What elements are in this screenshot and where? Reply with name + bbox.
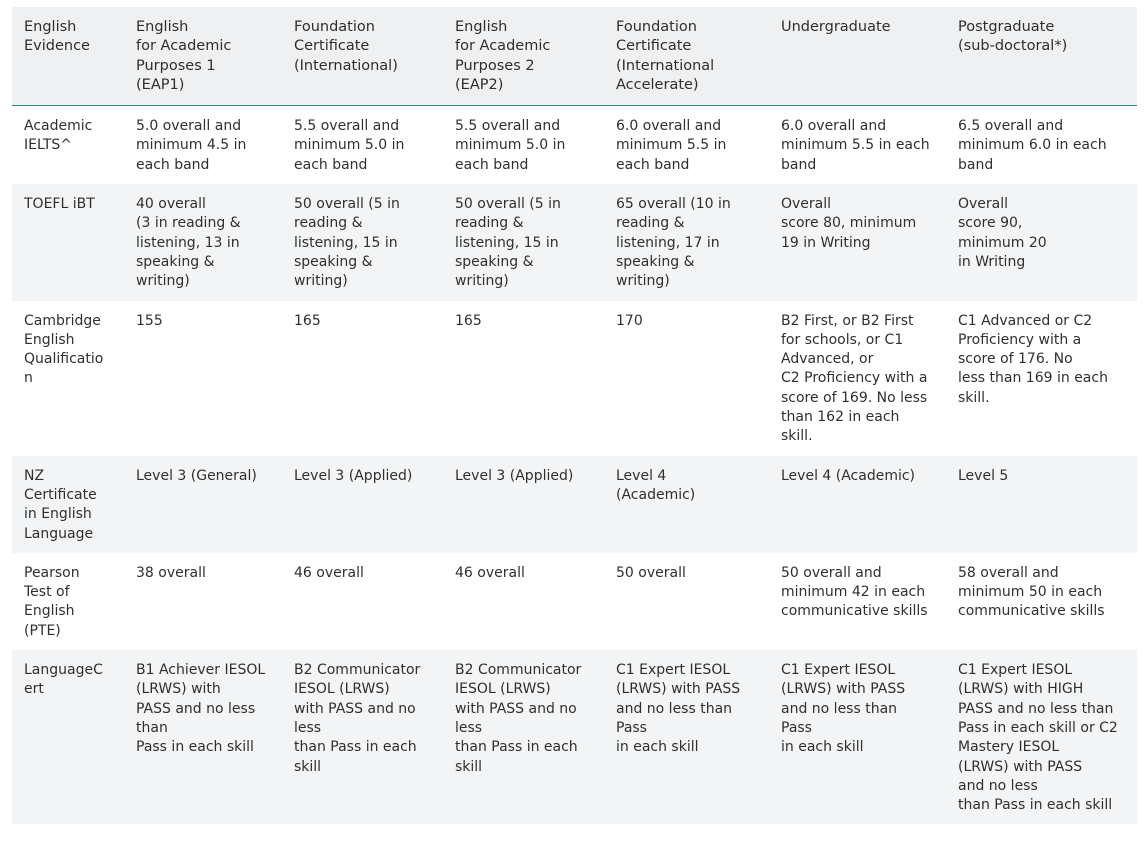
row-label-cell: TOEFL iBT (12, 184, 124, 300)
table-cell: Overall score 80, minimum 19 in Writing (769, 184, 946, 300)
table-cell: Level 4 (Academic) (604, 456, 769, 553)
table-row-nz-certificate (12, 456, 1137, 553)
requirements-table-container (12, 7, 1137, 824)
table-cell: 46 overall (443, 553, 604, 650)
row-label-cell: Pearson Test of English (PTE) (12, 553, 124, 650)
table-cell: 50 overall (5 in reading & listening, 15 in speaking & writing) (443, 184, 604, 300)
table-cell: 6.0 overall and minimum 5.5 in each band (769, 106, 946, 184)
table-row-toefl (12, 184, 1137, 300)
table-row-ielts (12, 106, 1137, 184)
header-row (12, 7, 1137, 106)
table-cell: C1 Expert IESOL (LRWS) with HIGH PASS and no less than Pass in each skill or C2 Mastery IESOL (LRWS) with PASS and no less than Pass in each skill (946, 650, 1137, 824)
table-cell: B2 Communicator IESOL (LRWS) with PASS and no less than Pass in each skill (282, 650, 443, 824)
table-cell: 170 (604, 301, 769, 456)
header-eap2: English for Academic Purposes 2 (EAP2) (443, 7, 604, 106)
table-cell: 6.5 overall and minimum 6.0 in each band (946, 106, 1137, 184)
table-cell: 155 (124, 301, 282, 456)
table-cell: 50 overall (604, 553, 769, 650)
table-cell: 165 (443, 301, 604, 456)
table-cell: 40 overall (3 in reading & listening, 13 in speaking & writing) (124, 184, 282, 300)
table-cell: B1 Achiever IESOL (LRWS) with PASS and no less than Pass in each skill (124, 650, 282, 824)
table-cell: 65 overall (10 in reading & listening, 17 in speaking & writing) (604, 184, 769, 300)
table-cell: 46 overall (282, 553, 443, 650)
table-cell: 38 overall (124, 553, 282, 650)
table-row-pte (12, 553, 1137, 650)
header-postgraduate: Postgraduate (sub-doctoral*) (946, 7, 1137, 106)
table-cell: Level 3 (Applied) (443, 456, 604, 553)
table-cell: 5.0 overall and minimum 4.5 in each band (124, 106, 282, 184)
row-label-cell: LanguageC ert (12, 650, 124, 824)
english-requirements-table (12, 7, 1137, 824)
table-body (12, 106, 1137, 825)
row-label-cell: Cambridge English Qualificatio n (12, 301, 124, 456)
table-cell: Level 3 (General) (124, 456, 282, 553)
table-cell: B2 Communicator IESOL (LRWS) with PASS and no less than Pass in each skill (443, 650, 604, 824)
header-foundation-accelerate: Foundation Certificate (International Accelerate) (604, 7, 769, 106)
header-eap1: English for Academic Purposes 1 (EAP1) (124, 7, 282, 106)
table-cell: C1 Advanced or C2 Proficiency with a score of 176. No less than 169 in each skill. (946, 301, 1137, 456)
table-header (12, 7, 1137, 106)
table-cell: 6.0 overall and minimum 5.5 in each band (604, 106, 769, 184)
table-cell: 50 overall and minimum 42 in each communicative skills (769, 553, 946, 650)
table-row-cambridge (12, 301, 1137, 456)
table-row-languagecert (12, 650, 1137, 824)
table-cell: B2 First, or B2 First for schools, or C1 Advanced, or C2 Proficiency with a score of 169. No less than 162 in each skill. (769, 301, 946, 456)
table-cell: Level 5 (946, 456, 1137, 553)
table-cell: 5.5 overall and minimum 5.0 in each band (282, 106, 443, 184)
table-cell: Level 4 (Academic) (769, 456, 946, 553)
header-foundation-international: Foundation Certificate (International) (282, 7, 443, 106)
table-cell: 58 overall and minimum 50 in each communicative skills (946, 553, 1137, 650)
header-english-evidence: English Evidence (12, 7, 124, 106)
header-undergraduate: Undergraduate (769, 7, 946, 106)
table-cell: 165 (282, 301, 443, 456)
table-cell: 5.5 overall and minimum 5.0 in each band (443, 106, 604, 184)
table-cell: Level 3 (Applied) (282, 456, 443, 553)
row-label-cell: NZ Certificate in English Language (12, 456, 124, 553)
table-cell: Overall score 90, minimum 20 in Writing (946, 184, 1137, 300)
table-cell: C1 Expert IESOL (LRWS) with PASS and no less than Pass in each skill (604, 650, 769, 824)
table-cell: 50 overall (5 in reading & listening, 15 in speaking & writing) (282, 184, 443, 300)
table-cell: C1 Expert IESOL (LRWS) with PASS and no less than Pass in each skill (769, 650, 946, 824)
row-label-cell: Academic IELTS^ (12, 106, 124, 184)
